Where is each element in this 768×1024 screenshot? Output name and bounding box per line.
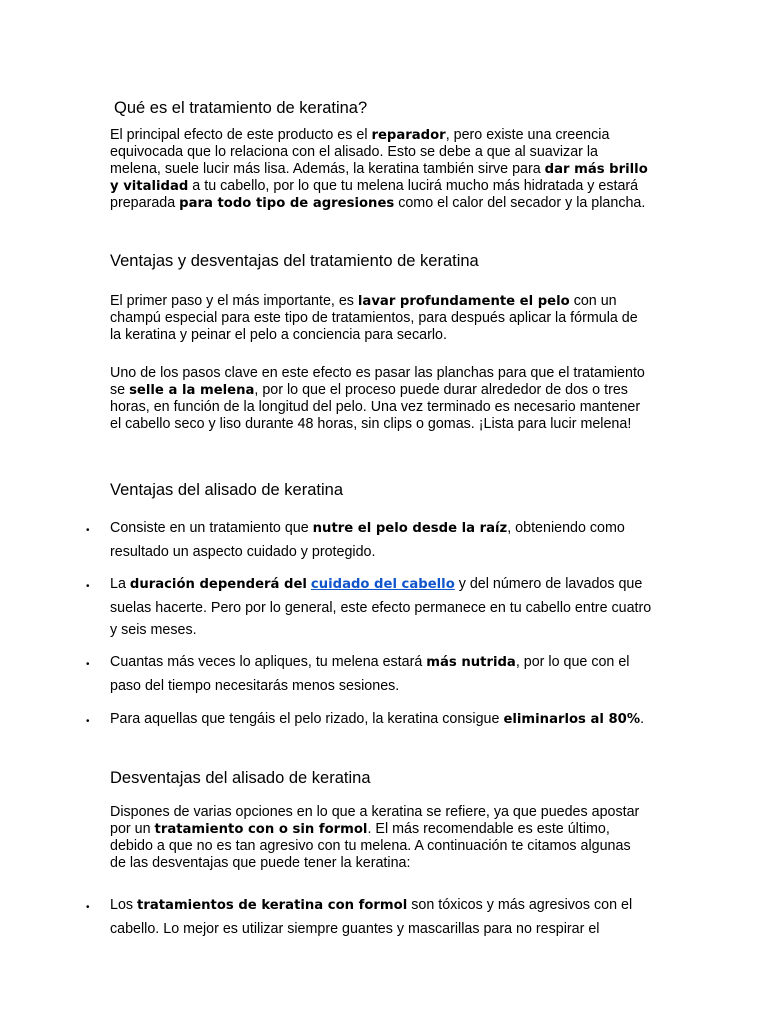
heading-que-es: Qué es el tratamiento de keratina?: [114, 99, 368, 117]
bold-brillo: dar más brillo y vitalidad: [110, 162, 648, 194]
bold-lavar: lavar profundamente el pelo: [357, 294, 570, 309]
link-cuidado-del-cabello[interactable]: cuidado del cabello: [310, 577, 455, 592]
paragraph-primer-paso: El primer paso y el más importante, es lavar profundamente el pelo con un champú especial para este tipo de tratamientos, para después aplicar la fórmula de la keratina y peinar el pelo a conciencia para secarlo.: [110, 293, 638, 343]
heading-desventajas: Desventajas del alisado de keratina: [110, 769, 371, 787]
heading-ventajas-desventajas: Ventajas y desventajas del tratamiento de keratina: [110, 252, 479, 270]
bullet-icon: •: [86, 716, 90, 727]
heading-ventajas: Ventajas del alisado de keratina: [110, 481, 343, 499]
list-item: Cuantas más veces lo apliques, tu melena estará más nutrida, por lo que con el paso del tiempo necesitarás menos sesiones.: [110, 654, 630, 694]
list-item: Los tratamientos de keratina con formol son tóxicos y más agresivos con el cabello. Lo mejor es utilizar siempre guantes y mascarillas para no respirar el: [110, 897, 633, 937]
bullet-icon: •: [86, 659, 90, 670]
bullet-icon: •: [86, 581, 90, 592]
paragraph-desventajas: Dispones de varias opciones en lo que a keratina se refiere, ya que puedes apostar por un tratamiento con o sin formol. El más recomendable es este último, debido a que no es tan agresivo con tu melena. A continuación te citamos algunas de las desventajas que puede tener la keratina:: [110, 804, 640, 871]
bold-selle: selle a la melena: [129, 383, 255, 398]
bullet-icon: •: [86, 525, 90, 536]
paragraph-que-es: El principal efecto de este producto es el reparador, pero existe una creencia equivocada que lo relaciona con el alisado. Esto se debe a que al suavizar la melena, suele lucir más lisa. Además, la keratina también sirve para dar más brillo y vitalidad a tu cabello, por lo que tu melena lucirá mucho más hidratada y estará preparada para todo tipo de agresiones como el calor del secador y la plancha.: [110, 127, 648, 211]
list-item: La duración dependerá del cuidado del cabello y del número de lavados que suelas hacerte. Pero por lo general, este efecto permanece en tu cabello entre cuatro y seis meses.: [110, 576, 652, 638]
bold-reparador: reparador: [371, 128, 446, 143]
bold-agresiones: para todo tipo de agresiones: [179, 196, 395, 211]
bold-formol: tratamiento con o sin formol: [154, 822, 368, 837]
list-item: Consiste en un tratamiento que nutre el pelo desde la raíz, obteniendo como resultado un aspecto cuidado y protegido.: [110, 520, 625, 560]
bullet-icon: •: [86, 902, 90, 913]
paragraph-pasos-clave: Uno de los pasos clave en este efecto es pasar las planchas para que el tratamiento se selle a la melena, por lo que el proceso puede durar alrededor de dos o tres horas, en función de la longitud del pelo. Una vez terminado es necesario mantener el cabello seco y liso durante 48 horas, sin clips o gomas. ¡Lista para lucir melena!: [110, 365, 645, 432]
list-item: Para aquellas que tengáis el pelo rizado, la keratina consigue eliminarlos al 80%.: [110, 711, 645, 727]
